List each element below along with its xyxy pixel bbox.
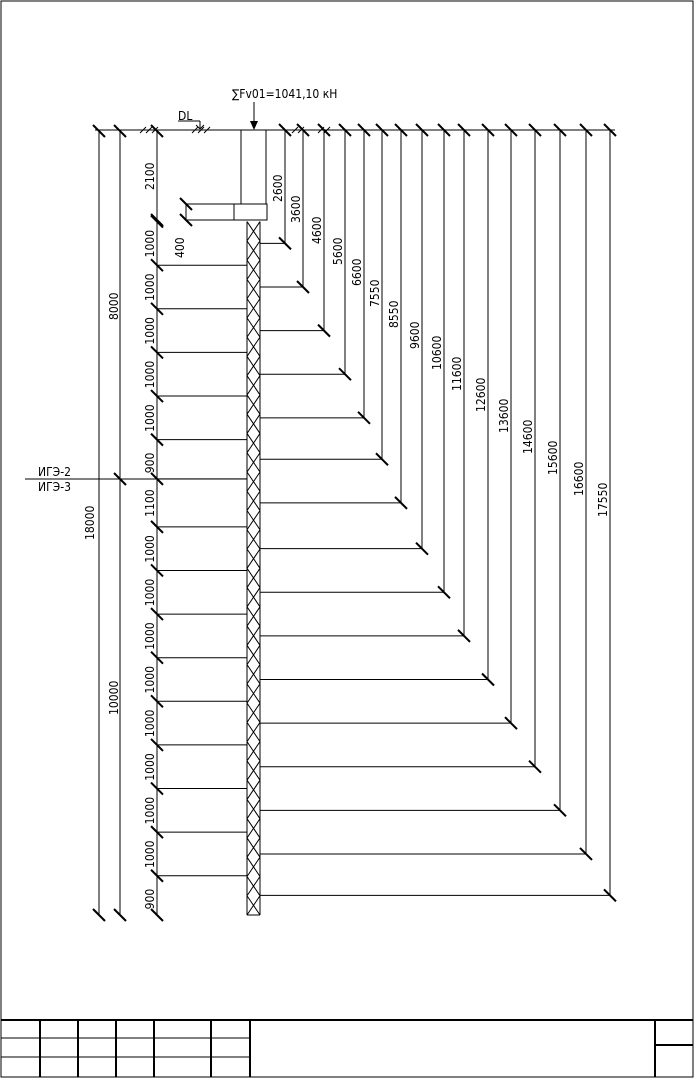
level-depth-label: 8550 bbox=[387, 300, 401, 328]
segment-spacing-label: 1000 bbox=[143, 578, 157, 607]
title-block bbox=[1, 1020, 693, 1077]
soil-layer-lower: ИГЭ-3 bbox=[38, 480, 71, 494]
segment-spacing-label: 1000 bbox=[143, 666, 157, 694]
pile-lattice bbox=[247, 222, 260, 915]
level-depth-label: 14600 bbox=[521, 419, 535, 454]
soil-layer-upper: ИГЭ-2 bbox=[38, 465, 71, 479]
dl-label: DL bbox=[178, 109, 193, 123]
level-depth-label: 3600 bbox=[289, 195, 303, 223]
segment-spacing-label: 1000 bbox=[143, 317, 157, 345]
level-depth-label: 5600 bbox=[331, 237, 345, 265]
grillage-depth-label: 2100 bbox=[143, 162, 157, 190]
load-label: ∑Fv01=1041,10 кН bbox=[232, 87, 338, 101]
level-depth-label: 7550 bbox=[368, 279, 382, 307]
level-depth-label: 13600 bbox=[497, 398, 511, 433]
segment-marks bbox=[143, 216, 247, 921]
level-depth-label: 6600 bbox=[350, 258, 364, 286]
layer-2-thickness-label: 10000 bbox=[107, 680, 121, 715]
level-depth-label: 16600 bbox=[572, 461, 586, 496]
level-depth-label: 17550 bbox=[596, 482, 610, 517]
layer-1-thickness-label: 8000 bbox=[107, 292, 121, 320]
level-depth-label: 9600 bbox=[408, 321, 422, 349]
pile-cap bbox=[234, 204, 267, 220]
segment-spacing-label: 1000 bbox=[143, 535, 157, 563]
segment-spacing-label: 1000 bbox=[143, 622, 157, 650]
segment-spacing-label: 1000 bbox=[143, 753, 157, 781]
segment-spacing-label: 900 bbox=[143, 888, 157, 910]
total-depth-label: 18000 bbox=[83, 505, 97, 540]
segment-spacing-label: 1000 bbox=[143, 229, 157, 258]
segment-spacing-label: 1000 bbox=[143, 796, 157, 825]
segment-spacing-label: 1000 bbox=[143, 404, 157, 432]
segment-spacing-label: 900 bbox=[143, 452, 157, 474]
cap-offset-label: 400 bbox=[173, 237, 187, 258]
level-depth-label: 4600 bbox=[310, 216, 324, 244]
segment-spacing-label: 1100 bbox=[143, 489, 157, 517]
level-depth-label: 11600 bbox=[450, 356, 464, 391]
level-depth-label: 12600 bbox=[474, 377, 488, 412]
sheet-frame bbox=[1, 1, 693, 1077]
level-dimensions bbox=[260, 124, 616, 901]
level-depth-label: 2600 bbox=[271, 174, 285, 202]
segment-spacing-label: 1000 bbox=[143, 709, 157, 738]
segment-spacing-label: 1000 bbox=[143, 360, 157, 389]
level-depth-label: 10600 bbox=[430, 335, 444, 370]
level-depth-label: 15600 bbox=[546, 440, 560, 475]
segment-spacing-label: 1000 bbox=[143, 840, 157, 868]
segment-spacing-label: 1000 bbox=[143, 273, 157, 301]
